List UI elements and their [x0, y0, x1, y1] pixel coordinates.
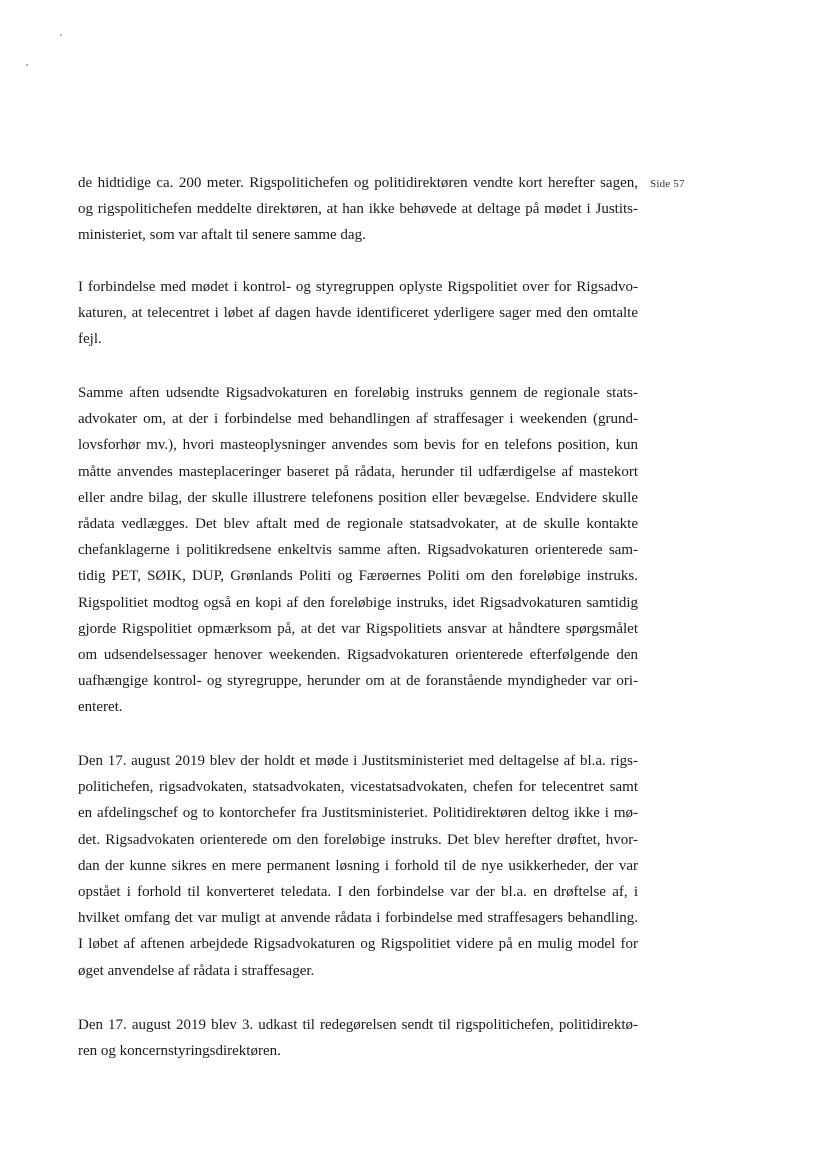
paragraph-5: [78, 1012, 638, 1064]
text-line: Rigspolitiet modtog også en kopi af den foreløbige instruks, idet Rigsadvokaturen samtidig: [78, 594, 638, 611]
text-line: chefanklagerne i politikredsene enkeltvis samme aften. Rigsadvokaturen orienterede sam-: [78, 542, 638, 559]
paragraph-2: [78, 274, 638, 353]
text-line: de hidtidige ca. 200 meter. Rigspolitichefen og politidirektøren vendte kort herefter sagen,: [78, 175, 638, 191]
text-line: I løbet af aftenen arbejdede Rigsadvokaturen og Rigspolitiet videre på en mulig model for: [78, 936, 638, 953]
text-line: øget anvendelse af rådata i straffesager.: [78, 962, 315, 979]
text-line: tidig PET, SØIK, DUP, Grønlands Politi og Færøernes Politi om den foreløbige instruks.: [78, 568, 638, 585]
text-line: om udsendelsessager henover weekenden. Rigsadvokaturen orienterede efterfølgende den: [78, 647, 638, 664]
text-line: I forbindelse med mødet i kontrol- og styregruppen oplyste Rigspolitiet over for Rigsadvo-: [78, 279, 638, 295]
text-line: politichefen, rigsadvokaten, statsadvokaten, vicestatsadvokaten, chefen for telecentret samt: [78, 779, 638, 796]
text-line: Den 17. august 2019 blev der holdt et møde i Justitsministeriet med deltagelse af bl.a. rigs-: [78, 753, 638, 769]
paragraph-3: [78, 380, 638, 721]
paragraph-4: [78, 748, 638, 984]
text-line: uafhængige kontrol- og styregruppe, herunder om at de foranstående myndigheder var ori-: [78, 673, 638, 690]
text-line: ren og koncernstyringsdirektøren.: [78, 1043, 281, 1060]
text-line: en afdelingschef og to kontorchefer fra Justitsministeriet. Politidirektøren deltog ikke i mø-: [78, 805, 638, 822]
text-line: Samme aften udsendte Rigsadvokaturen en foreløbig instruks gennem de regionale stats-: [78, 385, 638, 401]
scan-speck: [26, 64, 28, 66]
text-line: måtte anvendes masteplaceringer baseret på rådata, herunder til udfærdigelse af mastekort: [78, 463, 638, 480]
text-line: opstået i forhold til konverteret teledata. I den forbindelse var der bl.a. en drøftelse af, i: [78, 884, 638, 901]
text-line: advokater om, at der i forbindelse med behandlingen af straffesager i weekenden (grund-: [78, 411, 638, 428]
text-line: gjorde Rigspolitiet opmærksom på, at det var Rigspolitiets ansvar at håndtere spørgsmålet: [78, 620, 638, 637]
text-line: ministeriet, som var aftalt til senere samme dag.: [78, 227, 366, 244]
text-line: enteret.: [78, 699, 123, 716]
text-line: det. Rigsadvokaten orienterede om den foreløbige instruks. Det blev herefter drøftet, hvor-: [78, 831, 638, 848]
text-line: eller andre bilag, der skulle illustrere telefonens position eller bevægelse. Endvidere skulle: [78, 489, 638, 506]
scan-speck: [60, 34, 62, 36]
paragraph-1: [78, 170, 638, 249]
text-line: katuren, at telecentret i løbet af dagen havde identificeret yderligere sager med den omtalte: [78, 305, 638, 322]
page-number: Side 57: [650, 178, 685, 190]
text-line: og rigspolitichefen meddelte direktøren, at han ikke behøvede at deltage på mødet i Justits-: [78, 201, 638, 218]
text-line: Den 17. august 2019 blev 3. udkast til redegørelsen sendt til rigspolitichefen, politidirektø-: [78, 1017, 638, 1033]
text-line: dan der kunne sikres en mere permanent løsning i forhold til de nye usikkerheder, der var: [78, 857, 638, 874]
text-line: rådata vedlægges. Det blev aftalt med de regionale statsadvokater, at de skulle kontakte: [78, 516, 638, 533]
text-line: hvilket omfang det var muligt at anvende rådata i forbindelse med straffesagers behandling.: [78, 910, 638, 927]
text-line: lovsforhør mv.), hvori masteoplysninger anvendes som bevis for en telefons position, kun: [78, 437, 638, 454]
text-line: fejl.: [78, 331, 102, 348]
